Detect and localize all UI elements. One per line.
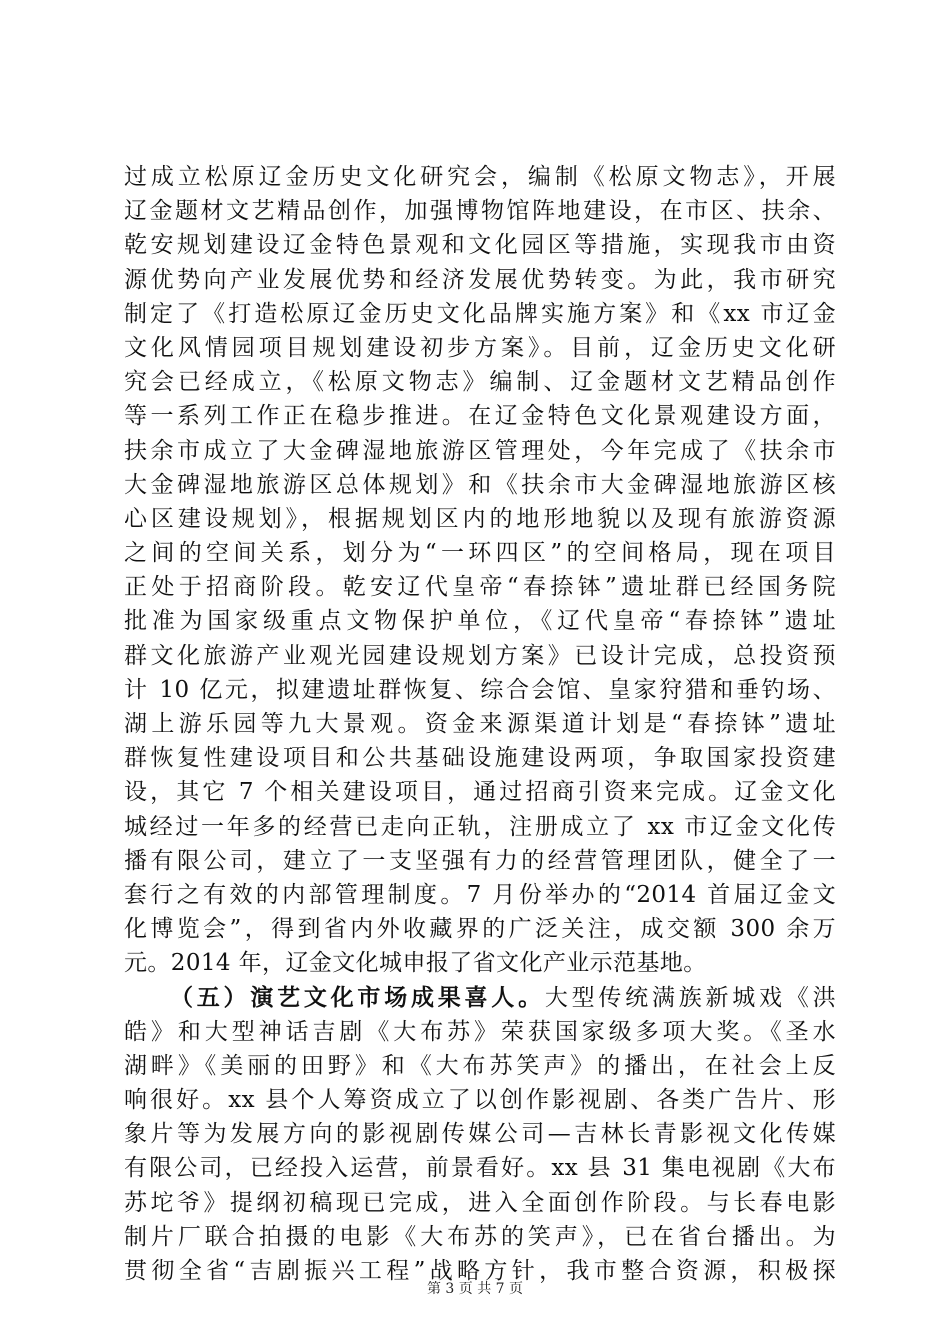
paragraph-line: 计 10 亿元，拟建遗址群恢复、综合会馆、皇家狩猎和垂钓场、	[124, 676, 836, 703]
paragraph-line: 源优势向产业发展优势和经济发展优势转变。为此，我市研究	[124, 266, 836, 293]
page-number: 第 3 页 共 7 页	[426, 1281, 524, 1297]
paragraph-line: 元。2014 年，辽金文化城申报了省文化产业示范基地。	[124, 950, 707, 977]
paragraph-line: 大金碑湿地旅游区总体规划》和《扶余市大金碑湿地旅游区核	[124, 471, 836, 498]
paragraph-line: 究会已经成立，《松原文物志》编制、辽金题材文艺精品创作	[124, 369, 836, 396]
paragraph-line: 象片等为发展方向的影视剧传媒公司—吉林长青影视文化传媒	[124, 1121, 836, 1148]
paragraph-line: 批准为国家级重点文物保护单位，《辽代皇帝“春捺钵”遗址	[124, 608, 836, 635]
paragraph-line: 湖上游乐园等九大景观。资金来源渠道计划是“春捺钵”遗址	[124, 711, 836, 737]
paragraph-line: 扶余市成立了大金碑湿地旅游区管理处，今年完成了《扶余市	[124, 437, 836, 464]
paragraph-line: 城经过一年多的经营已走向正轨，注册成立了 xx 市辽金文化传	[124, 813, 836, 840]
paragraph-line: 心区建设规划》，根据规划区内的地形地貌以及现有旅游资源	[124, 505, 836, 532]
paragraph-line: 响很好。xx 县个人筹资成立了以创作影视剧、各类广告片、形	[124, 1087, 836, 1114]
paragraph-line: 群文化旅游产业观光园建设规划方案》已设计完成，总投资预	[124, 642, 836, 669]
paragraph-line: 制片厂联合拍摄的电影《大布苏的笑声》，已在省台播出。为	[124, 1223, 836, 1250]
body-text	[124, 160, 836, 1288]
paragraph-line: 群恢复性建设项目和公共基础设施建设两项，争取国家投资建	[124, 745, 836, 772]
section-heading-continuation: 大型传统满族新城戏《洪	[544, 984, 836, 1011]
paragraph-line: 播有限公司，建立了一支坚强有力的经营管理团队，健全了一	[124, 847, 836, 874]
paragraph-line: 等一系列工作正在稳步推进。在辽金特色文化景观建设方面，	[124, 403, 836, 430]
paragraph-line: 正处于招商阶段。乾安辽代皇帝“春捺钵”遗址群已经国务院	[124, 574, 836, 601]
paragraph-line: 制定了《打造松原辽金历史文化品牌实施方案》和《xx 市辽金	[124, 300, 836, 327]
paragraph-line: 文化风情园项目规划建设初步方案》。目前，辽金历史文化研	[124, 334, 836, 361]
paragraph-line: 套行之有效的内部管理制度。7 月份举办的“2014 首届辽金文	[124, 881, 836, 908]
section-heading-line	[124, 981, 836, 1015]
paragraph-line: 辽金题材文艺精品创作，加强博物馆阵地建设，在市区、扶余、	[124, 198, 836, 225]
paragraph-line: 苏坨爷》提纲初稿现已完成，进入全面创作阶段。与长春电影	[124, 1189, 836, 1216]
section-heading: （五）演艺文化市场成果喜人。	[170, 983, 545, 1011]
paragraph-line: 皓》和大型神话吉剧《大布苏》荣获国家级多项大奖。《圣水	[124, 1018, 836, 1045]
paragraph-line: 有限公司，已经投入运营，前景看好。xx 县 31 集电视剧《大布	[124, 1155, 836, 1182]
paragraph-line: 设，其它 7 个相关建设项目，通过招商引资来完成。辽金文化	[124, 779, 836, 806]
paragraph-line: 之间的空间关系，划分为“一环四区”的空间格局，现在项目	[124, 540, 836, 567]
paragraph-line: 过成立松原辽金历史文化研究会，编制《松原文物志》，开展	[124, 164, 836, 190]
paragraph-line: 湖畔》《美丽的田野》和《大布苏笑声》的播出，在社会上反	[124, 1052, 836, 1079]
paragraph-line: 乾安规划建设辽金特色景观和文化园区等措施，实现我市由资	[124, 232, 836, 259]
paragraph-line: 化博览会”，得到省内外收藏界的广泛关注，成交额 300 余万	[124, 916, 836, 943]
paragraph-line: 贯彻全省“吉剧振兴工程”战略方针，我市整合资源，积极探	[124, 1258, 836, 1284]
